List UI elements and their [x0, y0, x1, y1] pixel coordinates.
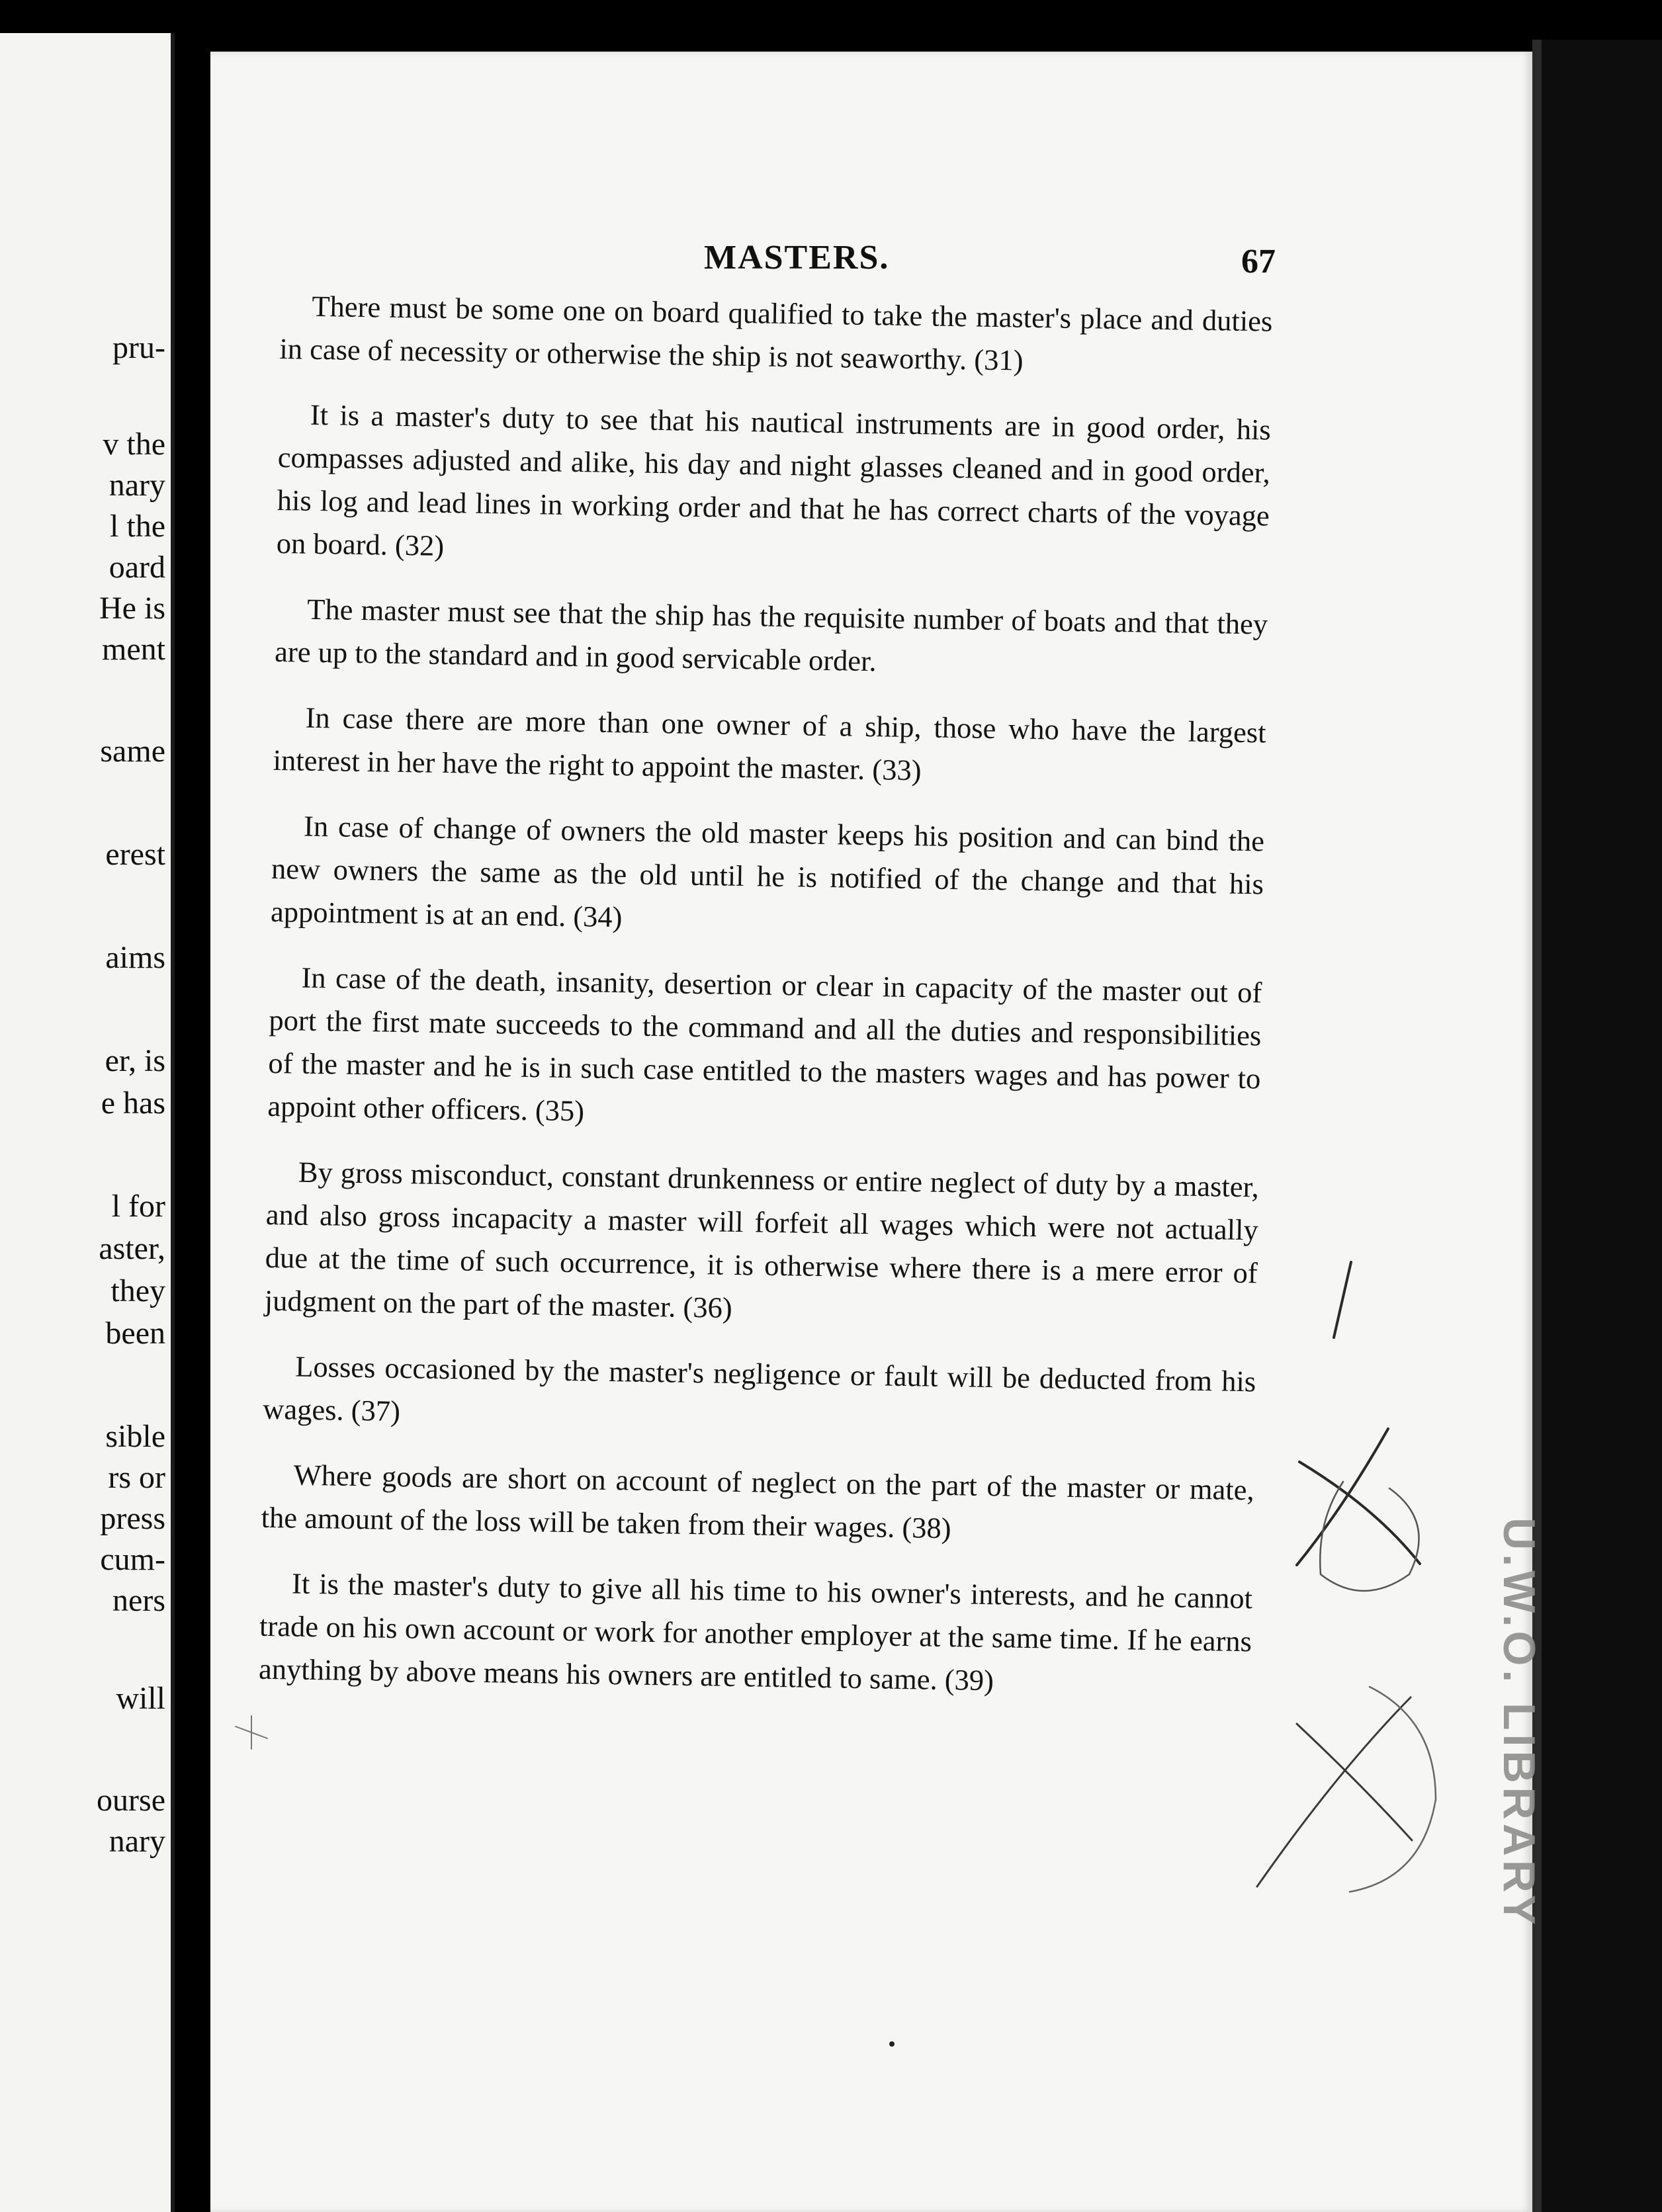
paragraph: By gross misconduct, constant drunkenness or entire neglect of duty by a master, and also gross incapacity a master will forfeit all wages which were not actually due at the time of such occurrence, it is otherwise where there is a mere error of judgment on the part of the master. (36) — [264, 1155, 1260, 1324]
left-line-fragment: they — [110, 1273, 165, 1308]
book-spine — [1532, 40, 1662, 2212]
left-line-fragment: aims — [105, 940, 165, 975]
left-line-fragment: He is — [99, 591, 165, 626]
left-line-fragment: rs or — [108, 1460, 165, 1495]
left-line-fragment: sible — [105, 1419, 165, 1454]
footer-dot — [889, 2041, 895, 2047]
page-header — [210, 238, 1532, 291]
left-facing-page — [0, 33, 175, 2212]
left-line-fragment: aster, — [99, 1231, 165, 1266]
left-line-fragment: v the — [103, 427, 165, 462]
paragraph: In case there are more than one owner of a ship, those who have the largest interest in her have the right to appoint the master. (33) — [273, 701, 1266, 787]
library-stamp-text: U.W.O. LIBRARY — [1494, 1517, 1544, 1929]
left-line-fragment: l the — [110, 509, 165, 544]
paragraph: In case of change of owners the old master keeps his position and can bind the new owners the same as the old until he is notified of the change and that his appointment is at an end. (34) — [270, 809, 1265, 934]
left-line-fragment: oard — [109, 550, 165, 585]
left-line-fragment: nary — [109, 468, 165, 503]
page-number: 67 — [1241, 243, 1276, 280]
body-text — [258, 284, 1273, 1728]
left-line-fragment: ners — [112, 1583, 165, 1618]
left-line-fragment: cum- — [100, 1542, 165, 1577]
left-line-fragment: nary — [109, 1824, 165, 1859]
left-line-fragment: e has — [101, 1085, 165, 1121]
main-page — [210, 52, 1532, 2212]
left-line-fragment: l for — [111, 1189, 165, 1224]
left-line-fragment: same — [100, 734, 165, 769]
paragraph: In case of the death, insanity, desertion or clear in capacity of the master out of port the first mate succeeds to the command and all the duties and responsibilities of the master and he is in such case entitled to the masters wages and has power to appoint other officers. (35) — [267, 960, 1262, 1128]
paragraph: Losses occasioned by the master's negligence or fault will be deducted from his wages. (37) — [262, 1349, 1256, 1428]
paragraph: There must be some one on board qualified to take the master's place and duties in case of necessity or otherwise the ship is not seaworthy. (31) — [279, 289, 1273, 377]
left-line-fragment: pru- — [112, 330, 165, 365]
left-line-fragment: press — [100, 1501, 165, 1536]
left-line-fragment: will — [116, 1681, 165, 1716]
paragraph: The master must see that the ship has the requisite number of boats and that they are up to the standard and in good servicable order. — [274, 592, 1268, 678]
paragraph: It is a master's duty to see that his nautical instruments are in good order, his compasses adjusted and alike, his day and night glasses cleaned and in good order, his log and lead lines in working order and that he has correct charts of the voyage on board. (32) — [276, 398, 1272, 562]
running-title: MASTERS. — [704, 239, 890, 276]
left-line-fragment: er, is — [105, 1043, 165, 1078]
left-line-fragment: erest — [105, 837, 165, 872]
left-page-text-fragments — [0, 33, 165, 2212]
paragraph: It is the master's duty to give all his time to his owner's interests, and he cannot trade on his own account or work for another employer at the same time. If he earns anything by above means his owners are entitled to same. (39) — [258, 1566, 1253, 1697]
left-line-fragment: been — [105, 1316, 165, 1351]
paragraph: Where goods are short on account of neglect on the part of the master or mate, the amount of the loss will be taken from their wages. (38) — [261, 1458, 1254, 1545]
left-line-fragment: ment — [102, 632, 165, 667]
left-line-fragment: ourse — [97, 1783, 165, 1818]
